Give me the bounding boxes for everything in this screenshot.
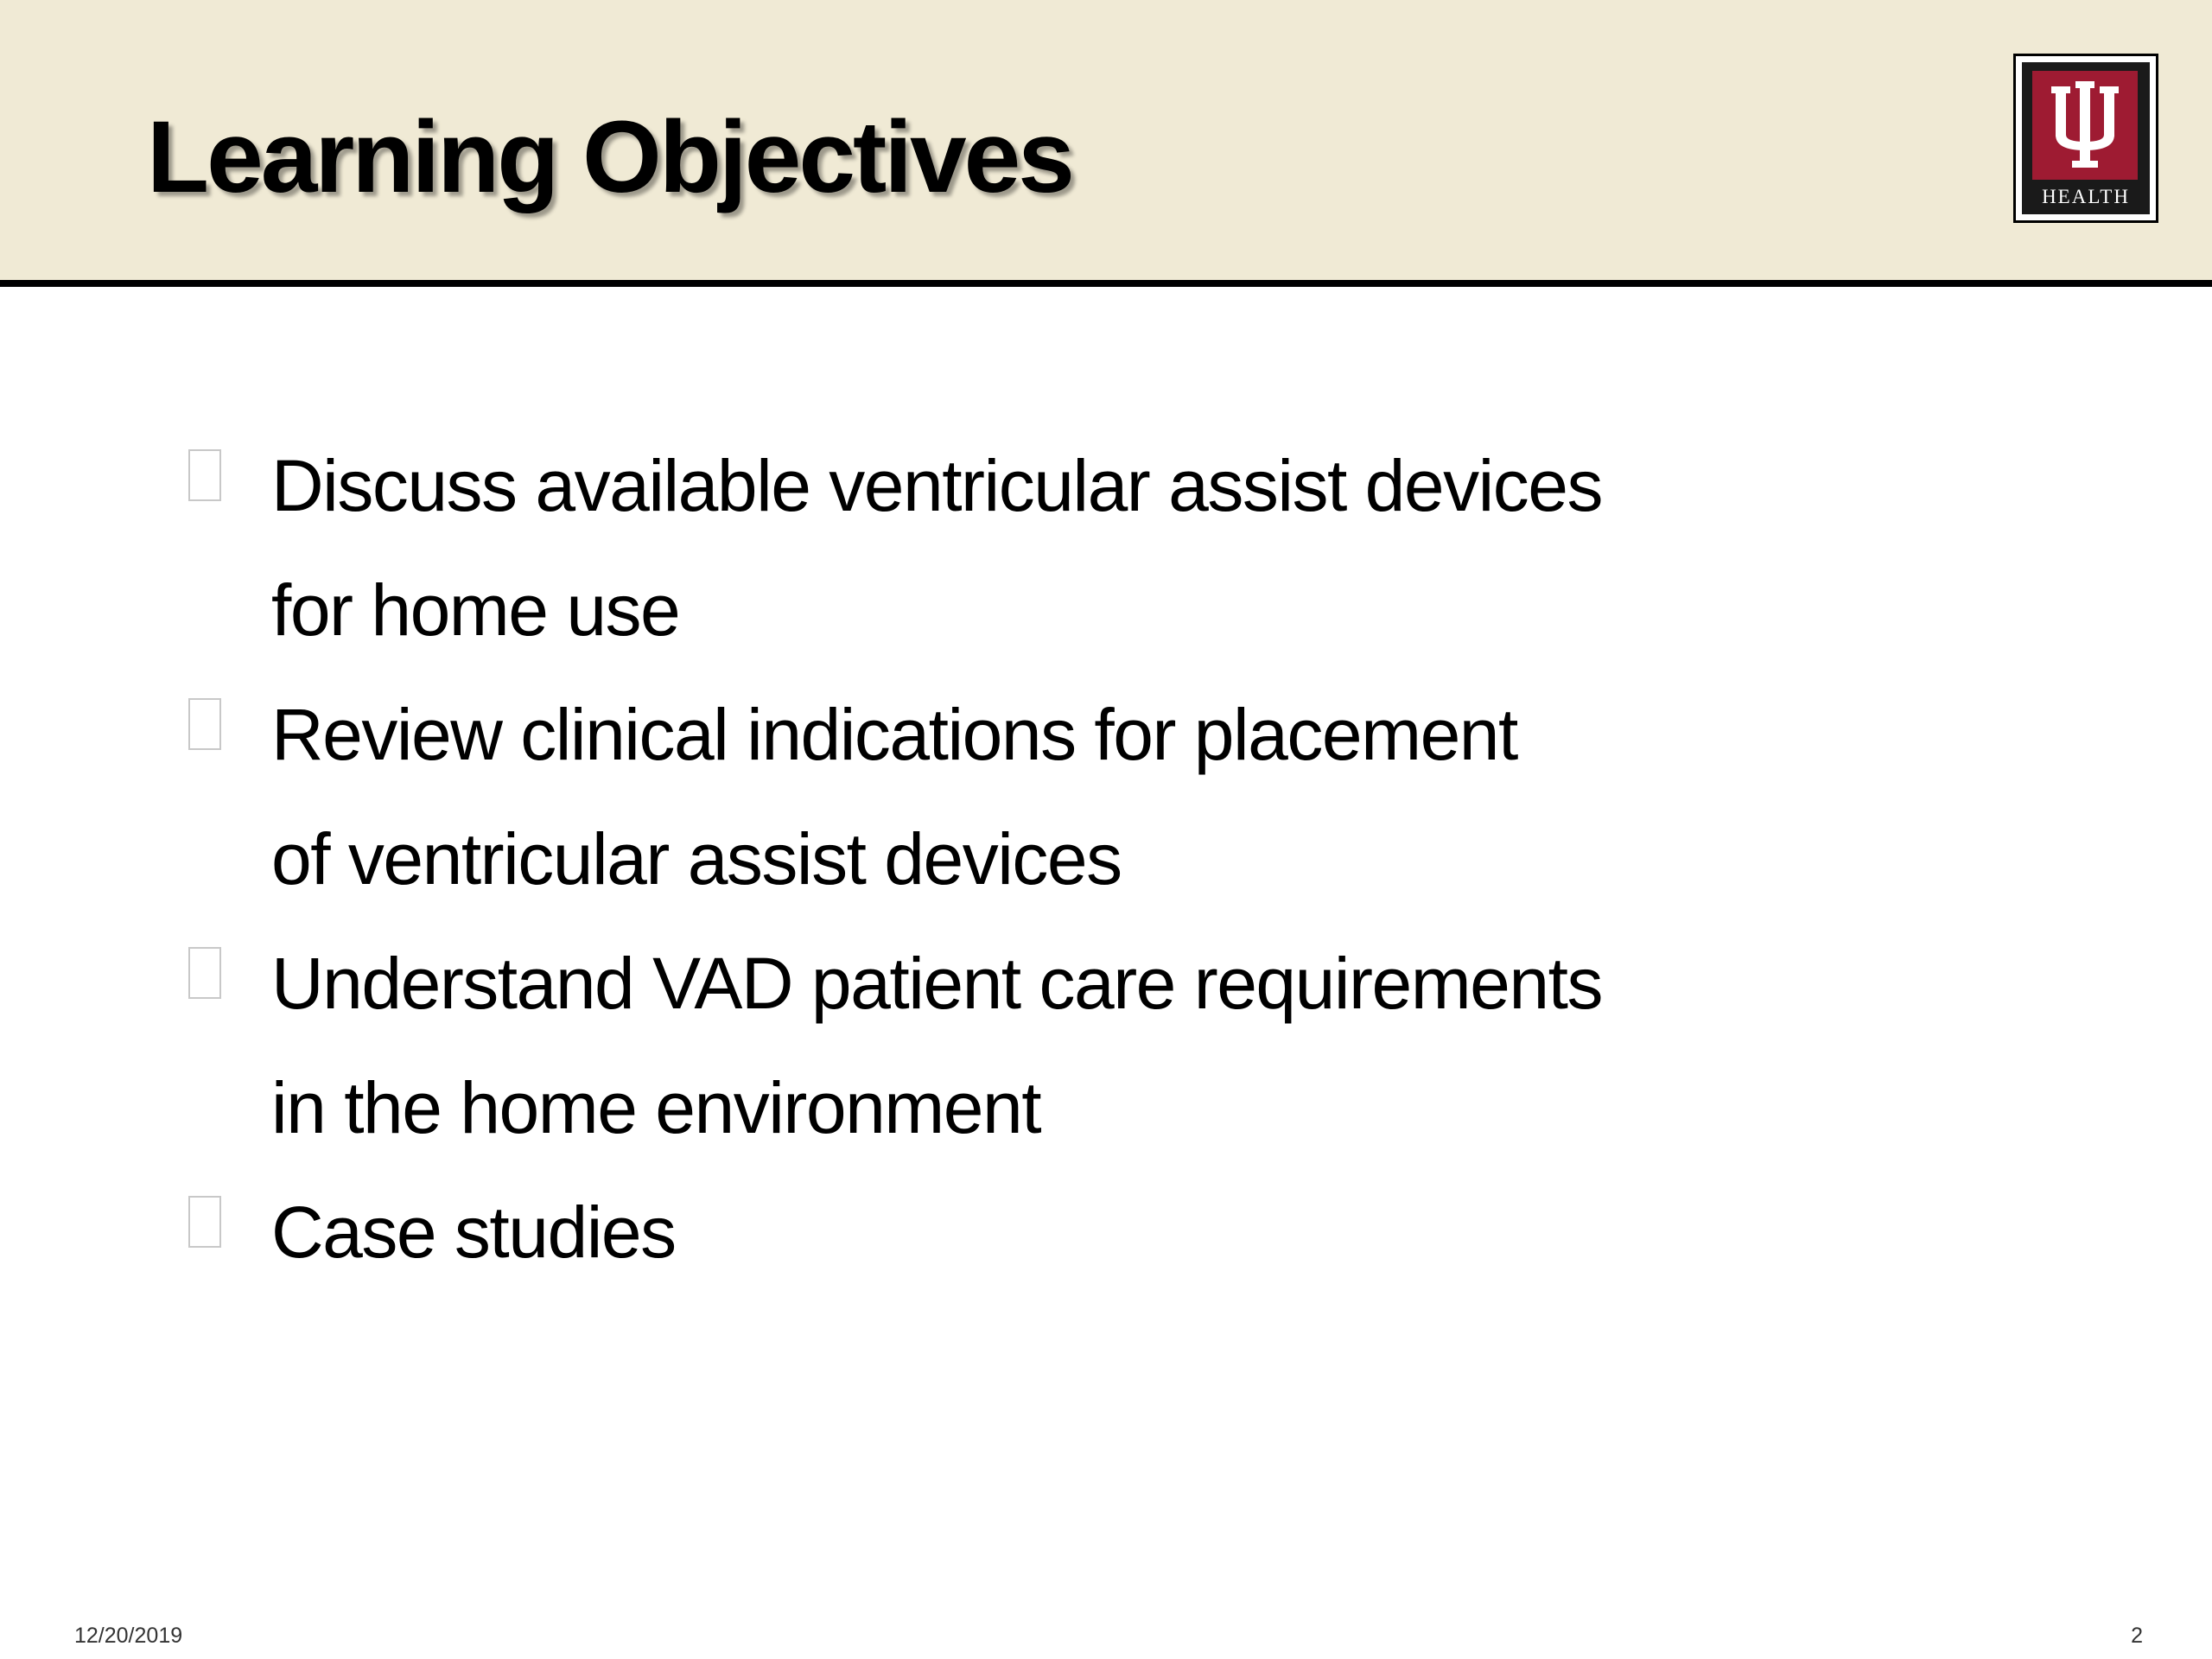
bullet-line: Discuss available ventricular assist devices — [271, 445, 1602, 526]
list-item — [0, 921, 1827, 1170]
empty-square-bullet-icon — [188, 1196, 221, 1248]
logo-frame — [2022, 62, 2150, 214]
iu-health-logo — [2013, 54, 2158, 223]
empty-square-bullet-icon — [188, 449, 221, 501]
slide-title: Learning Objectives — [147, 100, 1072, 214]
bullet-line: Understand VAD patient care requirements — [271, 943, 1602, 1024]
page-number: 2 — [2131, 1624, 2143, 1648]
header-divider — [0, 280, 2212, 287]
list-item — [0, 1170, 1827, 1294]
objectives-list — [0, 423, 2212, 1294]
bullet-line: Case studies — [271, 1192, 676, 1273]
logo-wordmark: HEALTH — [2042, 186, 2130, 207]
footer-date: 12/20/2019 — [74, 1624, 183, 1648]
bullet-line: in the home environment — [271, 1067, 1041, 1148]
list-item — [0, 423, 1827, 672]
bullet-line: of ventricular assist devices — [271, 818, 1122, 899]
empty-square-bullet-icon — [188, 698, 221, 750]
list-item — [0, 672, 1827, 921]
bullet-line: for home use — [271, 569, 680, 651]
bullet-line: Review clinical indications for placement — [271, 694, 1517, 775]
empty-square-bullet-icon — [188, 947, 221, 999]
iu-trident-logo-icon — [2032, 71, 2138, 180]
